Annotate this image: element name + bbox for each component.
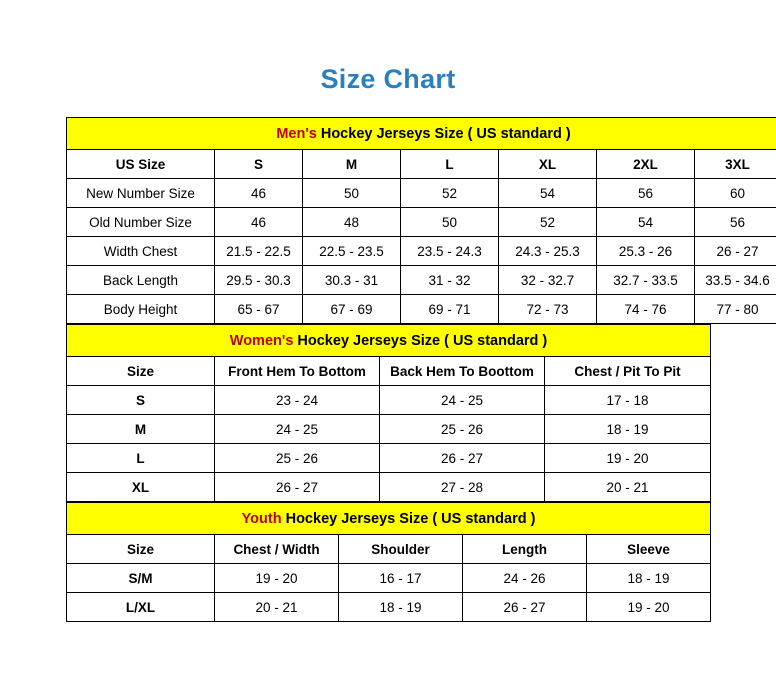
table-cell: 16 - 17 (339, 564, 463, 593)
table-cell: 54 (499, 179, 597, 208)
table-row (67, 386, 711, 415)
womens-banner-rest: Hockey Jerseys Size ( US standard ) (293, 332, 548, 349)
table-cell: 24 - 25 (215, 415, 380, 444)
mens-header-cell: M (303, 150, 401, 179)
mens-banner-accent: Men's (276, 125, 317, 142)
row-label: Back Length (67, 266, 215, 295)
table-cell: 24 - 26 (463, 564, 587, 593)
table-cell: 25 - 26 (380, 415, 545, 444)
table-row (67, 444, 711, 473)
table-cell: 25 - 26 (215, 444, 380, 473)
mens-banner (67, 118, 776, 150)
table-cell: 19 - 20 (587, 593, 711, 622)
table-cell: 52 (499, 208, 597, 237)
table-cell: 18 - 19 (587, 564, 711, 593)
table-cell: 50 (303, 179, 401, 208)
youth-header-cell: Chest / Width (215, 535, 339, 564)
table-cell: 67 - 69 (303, 295, 401, 324)
womens-header-row (67, 357, 711, 386)
womens-banner (67, 325, 711, 357)
youth-size-table (66, 502, 711, 622)
table-cell: 33.5 - 34.6 (695, 266, 776, 295)
table-cell: 24 - 25 (380, 386, 545, 415)
mens-header-row (67, 150, 776, 179)
youth-banner-row (67, 503, 711, 535)
mens-header-cell: L (401, 150, 499, 179)
table-cell: 72 - 73 (499, 295, 597, 324)
youth-banner-accent: Youth (241, 510, 282, 527)
table-cell: 54 (597, 208, 695, 237)
row-label: M (67, 415, 215, 444)
table-cell: 65 - 67 (215, 295, 303, 324)
table-row (67, 237, 776, 266)
table-cell: 60 (695, 179, 776, 208)
table-cell: 17 - 18 (545, 386, 711, 415)
youth-header-cell: Sleeve (587, 535, 711, 564)
mens-banner-rest: Hockey Jerseys Size ( US standard ) (316, 125, 571, 142)
mens-header-cell: S (215, 150, 303, 179)
table-cell: 29.5 - 30.3 (215, 266, 303, 295)
table-cell: 31 - 32 (401, 266, 499, 295)
table-cell: 26 - 27 (463, 593, 587, 622)
table-cell: 46 (215, 179, 303, 208)
table-cell: 77 - 80 (695, 295, 776, 324)
table-row (67, 564, 711, 593)
mens-size-table (66, 117, 776, 324)
row-label: New Number Size (67, 179, 215, 208)
womens-banner-accent: Women's (229, 332, 294, 349)
womens-size-table (66, 324, 711, 502)
table-row (67, 295, 776, 324)
table-cell: 21.5 - 22.5 (215, 237, 303, 266)
mens-header-cell: 3XL (695, 150, 776, 179)
table-cell: 20 - 21 (215, 593, 339, 622)
table-row (67, 266, 776, 295)
table-cell: 18 - 19 (339, 593, 463, 622)
table-cell: 46 (215, 208, 303, 237)
table-cell: 26 - 27 (215, 473, 380, 502)
youth-banner (67, 503, 711, 535)
row-label: Width Chest (67, 237, 215, 266)
womens-banner-row (67, 325, 711, 357)
mens-header-cell: US Size (67, 150, 215, 179)
row-label: S (67, 386, 215, 415)
table-cell: 26 - 27 (695, 237, 776, 266)
womens-header-cell: Back Hem To Boottom (380, 357, 545, 386)
table-cell: 19 - 20 (545, 444, 711, 473)
table-cell: 56 (597, 179, 695, 208)
mens-header-cell: XL (499, 150, 597, 179)
womens-header-cell: Front Hem To Bottom (215, 357, 380, 386)
page-title: Size Chart (320, 64, 456, 94)
row-label: S/M (67, 564, 215, 593)
table-cell: 22.5 - 23.5 (303, 237, 401, 266)
womens-header-cell: Chest / Pit To Pit (545, 357, 711, 386)
table-cell: 27 - 28 (380, 473, 545, 502)
youth-header-row (67, 535, 711, 564)
table-cell: 52 (401, 179, 499, 208)
table-cell: 74 - 76 (597, 295, 695, 324)
tables-container (66, 93, 770, 622)
row-label: XL (67, 473, 215, 502)
table-cell: 26 - 27 (380, 444, 545, 473)
youth-header-cell: Length (463, 535, 587, 564)
table-cell: 20 - 21 (545, 473, 711, 502)
table-cell: 19 - 20 (215, 564, 339, 593)
table-cell: 69 - 71 (401, 295, 499, 324)
table-cell: 18 - 19 (545, 415, 711, 444)
womens-header-cell: Size (67, 357, 215, 386)
mens-banner-row (67, 118, 776, 150)
row-label: L (67, 444, 215, 473)
table-cell: 32.7 - 33.5 (597, 266, 695, 295)
table-cell: 50 (401, 208, 499, 237)
table-cell: 30.3 - 31 (303, 266, 401, 295)
table-cell: 24.3 - 25.3 (499, 237, 597, 266)
row-label: L/XL (67, 593, 215, 622)
youth-header-cell: Size (67, 535, 215, 564)
table-row (67, 415, 711, 444)
table-row (67, 593, 711, 622)
table-row (67, 473, 711, 502)
row-label: Body Height (67, 295, 215, 324)
youth-banner-rest: Hockey Jerseys Size ( US standard ) (281, 510, 536, 527)
table-cell: 25.3 - 26 (597, 237, 695, 266)
table-row (67, 179, 776, 208)
youth-header-cell: Shoulder (339, 535, 463, 564)
table-cell: 23.5 - 24.3 (401, 237, 499, 266)
table-cell: 23 - 24 (215, 386, 380, 415)
table-cell: 56 (695, 208, 776, 237)
table-row (67, 208, 776, 237)
table-cell: 32 - 32.7 (499, 266, 597, 295)
mens-header-cell: 2XL (597, 150, 695, 179)
row-label: Old Number Size (67, 208, 215, 237)
table-cell: 48 (303, 208, 401, 237)
